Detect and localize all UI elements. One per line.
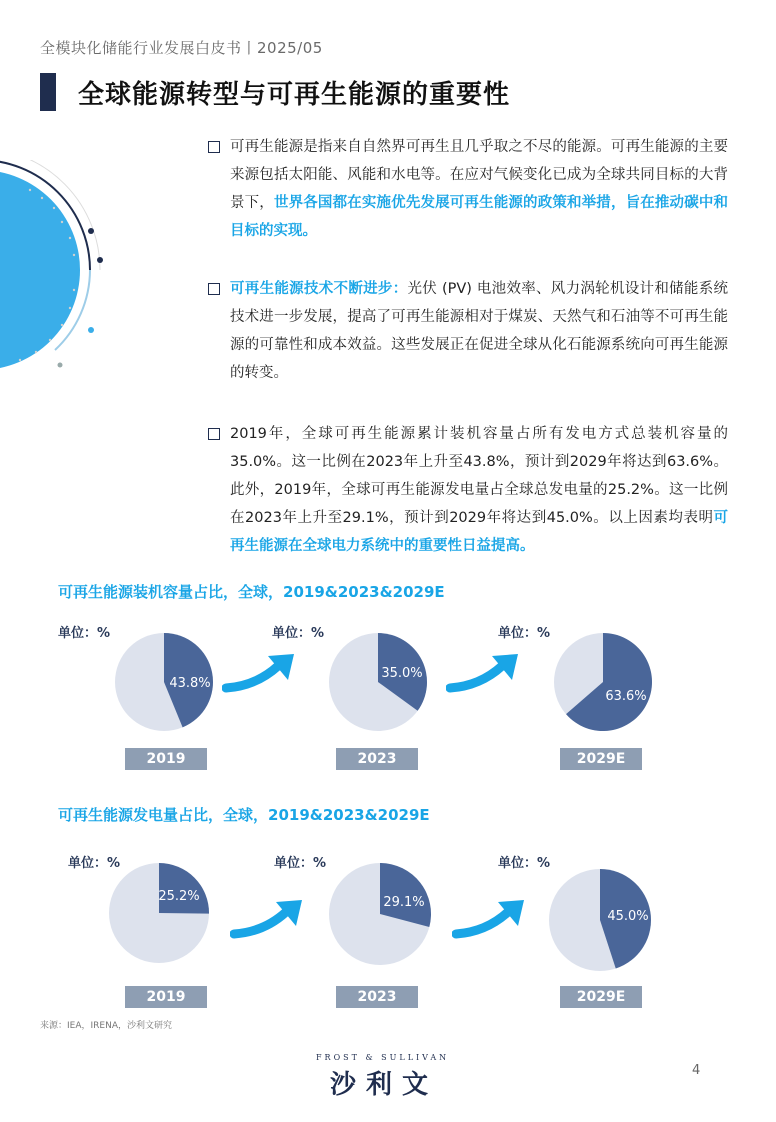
pie-capacity-2019 — [114, 632, 214, 732]
pie-data-label: 25.2% — [158, 889, 200, 904]
chart-title-generation: 可再生能源发电量占比，全球，2019&2023&2029E — [58, 806, 430, 824]
brand-logo-cn: 沙利文 — [330, 1070, 439, 1100]
unit-label: 单位：% — [498, 856, 551, 871]
trend-arrow-icon — [230, 898, 306, 942]
brand-logo-en: FROST & SULLIVAN — [316, 1053, 450, 1062]
unit-label: 单位：% — [498, 626, 551, 641]
pie-data-label: 45.0% — [607, 909, 649, 924]
running-header: 全模块化储能行业发展白皮书丨2025/05 — [40, 39, 323, 57]
unit-label: 单位：% — [274, 856, 327, 871]
page-title: 全球能源转型与可再生能源的重要性 — [78, 80, 511, 110]
pie-data-label: 29.1% — [383, 895, 425, 910]
decorative-circle-graphic — [0, 160, 120, 400]
chart-title-capacity: 可再生能源装机容量占比，全球，2019&2023&2029E — [58, 583, 445, 601]
trend-arrow-icon — [222, 652, 298, 696]
checkbox-bullet-icon — [208, 283, 220, 295]
trend-arrow-icon — [452, 898, 528, 942]
year-box: 2019 — [125, 748, 207, 770]
pie-generation-2029e — [548, 868, 652, 972]
paragraph-highlight: 世界各国都在实施优先发展可再生能源的政策和举措，旨在推动碳中和目标的实现。 — [230, 195, 729, 239]
year-box: 2023 — [336, 986, 418, 1008]
pie-data-label: 43.8% — [169, 676, 211, 691]
paragraph-text: 2019年，全球可再生能源累计装机容量占所有发电方式总装机容量的35.0%。这一比例在2023年上升至43.8%，预计到2029年将达到63.6%。此外，2019年，全球可再生能源发电量占全球总发电量的25.2%。这一比例在2023年上升至29.1%，预计到2029年将达到45.0%。以上因素均表明 — [230, 426, 728, 526]
title-accent-bar — [40, 73, 56, 111]
unit-label: 单位：% — [58, 626, 111, 641]
paragraph-statistics — [208, 420, 728, 560]
year-box: 2029E — [560, 748, 642, 770]
paragraph-text: 可再生能源是指来自自然界可再生且几乎取之不尽的能源。可再生能源的主要来源包括太阳能、风能和水电等。在应对气候变化已成为全球共同目标的大背景下， — [230, 139, 728, 211]
unit-label: 单位：% — [272, 626, 325, 641]
unit-label: 单位：% — [68, 856, 121, 871]
trend-arrow-icon — [446, 652, 522, 696]
pie-data-label: 35.0% — [381, 666, 423, 681]
year-box: 2023 — [336, 748, 418, 770]
pie-generation-2019 — [108, 862, 210, 964]
paragraph-text: 光伏 (PV) 电池效率、风力涡轮机设计和储能系统技术进一步发展，提高了可再生能源相对于煤炭、天然气和石油等不可再生能源的可靠性和成本效益。这些发展正在促进全球从化石能源系统向可再生能源的转变。 — [230, 281, 729, 381]
year-box: 2029E — [560, 986, 642, 1008]
pie-data-label: 63.6% — [605, 689, 647, 704]
pie-capacity-2023 — [328, 632, 428, 732]
paragraph-technology — [208, 275, 728, 387]
pie-capacity-2029e — [553, 632, 653, 732]
checkbox-bullet-icon — [208, 428, 220, 440]
year-box: 2019 — [125, 986, 207, 1008]
page-number: 4 — [692, 1063, 701, 1078]
pie-generation-2023 — [328, 862, 432, 966]
paragraph-definition — [208, 133, 728, 245]
paragraph-highlight: 可再生能源技术不断进步： — [230, 281, 408, 297]
checkbox-bullet-icon — [208, 141, 220, 153]
source-note: 来源：IEA，IRENA，沙利文研究 — [40, 1021, 172, 1031]
paragraph-highlight: 可再生能源在全球电力系统中的重要性日益提高。 — [230, 510, 728, 554]
